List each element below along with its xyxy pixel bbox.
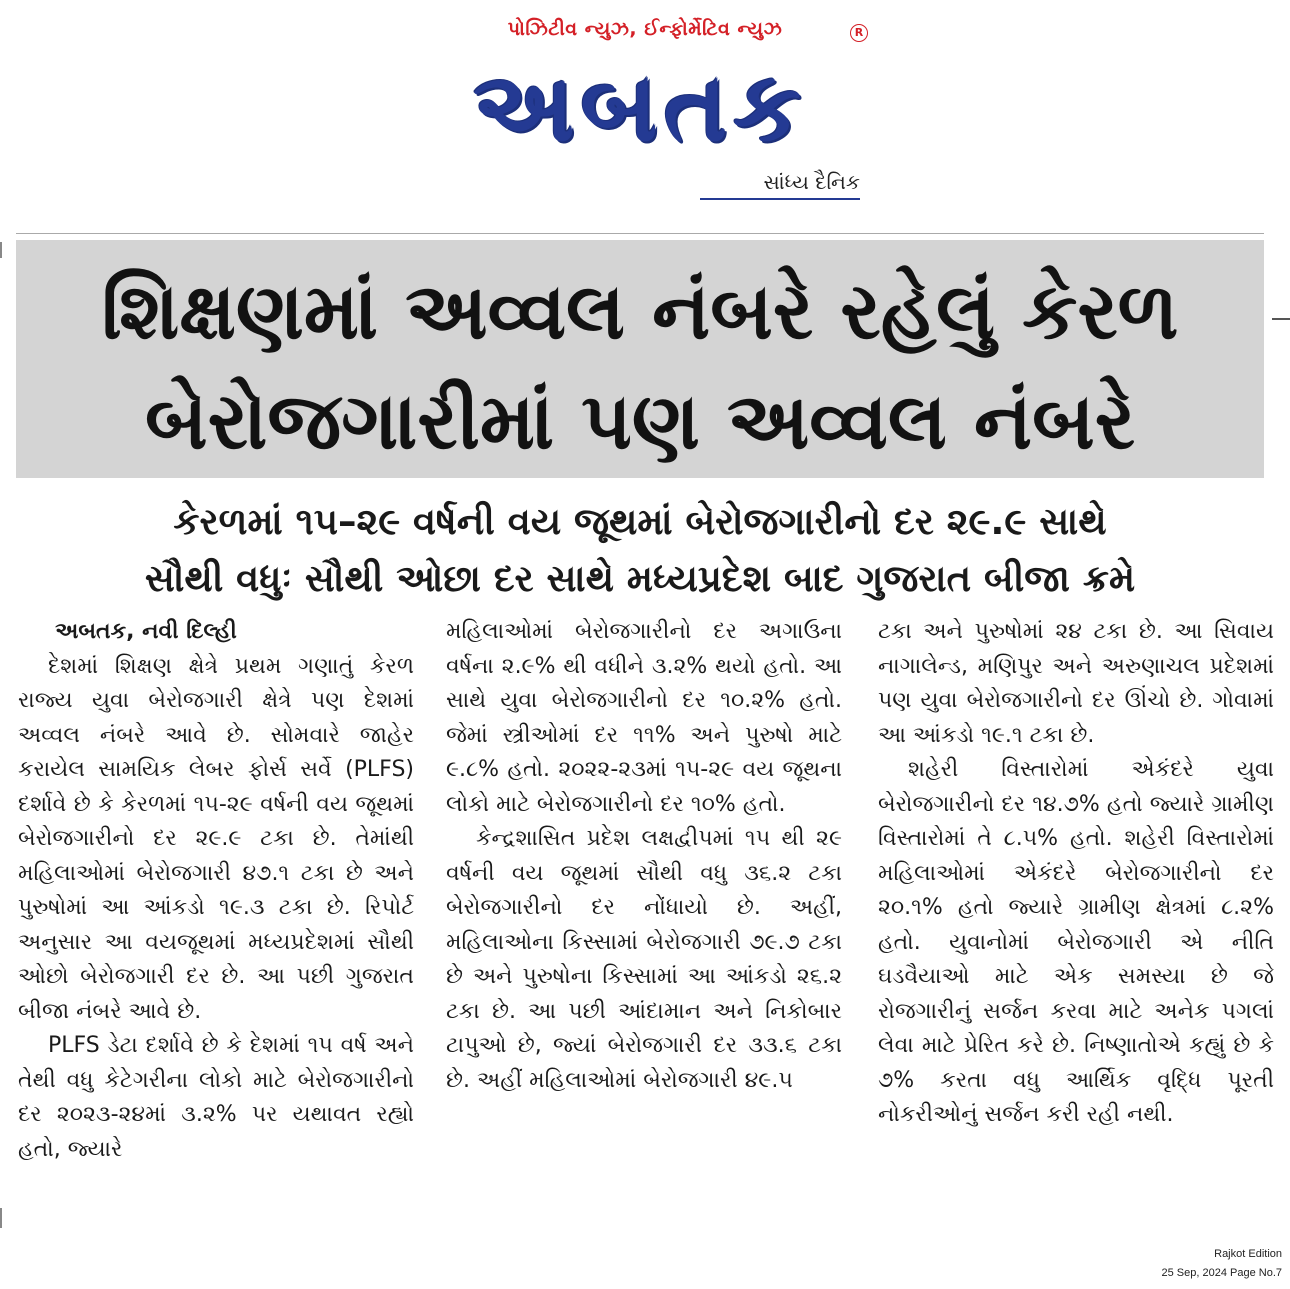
- article-column-3: [878, 615, 1274, 1210]
- headline-line-1: શિક્ષણમાં અવ્વલ નંબરે રહેલું કેરળ: [101, 267, 1179, 357]
- headline-line-2: બેરોજગારીમાં પણ અવ્વલ નંબરે: [144, 377, 1136, 467]
- crop-mark: [0, 242, 2, 258]
- registered-trademark-icon: R: [850, 24, 868, 42]
- date-page-label: 25 Sep, 2024 Page No.7: [1161, 1267, 1282, 1279]
- article-paragraph: શહેરી વિસ્તારોમાં એકંદરે યુવા બેરોજગારીનો દર ૧૪.૭% હતો જ્યારે ગ્રામીણ વિસ્તારોમાં તે ૮.૫% હતો. શહેરી વિસ્તારોમાં મહિલાઓમાં એકંદરે બેરોજગારીનો દર ૨૦.૧% હતો જ્યારે ગ્રામીણ ક્ષેત્રમાં ૮.૨% હતો. યુવાનોમાં બેરોજગારી એ નીતિ ઘડવૈયાઓ માટે એક સમસ્યા છે જે રોજગારીનું સર્જન કરવા માટે અનેક પગલાં લેવા માટે પ્રેરિત કરે છે. નિષ્ણાતોએ કહ્યું છે કે ૭% કરતા વધુ આર્થિક વૃદ્ધિ પૂરતી નોકરીઓનું સર્જન કરી રહી નથી.: [878, 757, 1274, 1127]
- masthead-subtitle: સાંધ્ય દૈનિક: [700, 170, 860, 200]
- article-column-2: [446, 615, 842, 1210]
- article-paragraph: PLFS ડેટા દર્શાવે છે કે દેશમાં ૧૫ વર્ષ અને તેથી વધુ કેટેગરીના લોકો માટે બેરોજગારીનો દર ૨૦૨૩-૨૪માં ૩.૨% પર યથાવત રહ્યો હતો, જ્યારે: [18, 1033, 414, 1162]
- crop-mark: [1272, 318, 1290, 320]
- article-paragraph: ટકા અને પુરુષોમાં ૨૪ ટકા છે. આ સિવાય નાગાલેન્ડ, મણિપુર અને અરુણાચલ પ્રદેશમાં પણ યુવા બેરોજગારીનો દર ઊંચો છે. ગોવામાં આ આંકડો ૧૯.૧ ટકા છે.: [878, 619, 1274, 748]
- article-paragraph: કેન્દ્રશાસિત પ્રદેશ લક્ષદ્વીપમાં ૧૫ થી ૨૯ વર્ષની વય જૂથમાં સૌથી વધુ ૩૬.૨ ટકા બેરોજગારીનો દર નોંધાયો છે. અહીં, મહિલાઓના કિસ્સામાં બેરોજગારી ૭૯.૭ ટકા છે અને પુરુષોના કિસ્સામાં આ આંકડો ૨૬.૨ ટકા છે. આ પછી આંદામાન અને નિકોબાર ટાપુઓ છે, જ્યાં બેરોજગારી દર ૩૩.૬ ટકા છે. અહીં મહિલાઓમાં બેરોજગારી ૪૯.૫: [446, 826, 842, 1093]
- subheadline-line-1: કેરળમાં ૧૫–૨૯ વર્ષની વય જૂથમાં બેરોજગારીનો દર ૨૯.૯ સાથે: [173, 500, 1107, 543]
- masthead-tagline: પોઝિટીવ ન્યુઝ, ઈન્ફોર્મેટિવ ન્યુઝ: [507, 18, 783, 40]
- subheadline-line-2: સૌથી વધુઃ સૌથી ઓછા દર સાથે મધ્યપ્રદેશ બાદ ગુજરાત બીજા ક્રમે: [144, 557, 1136, 600]
- article-dateline: અબતક, નવી દિલ્હી: [55, 619, 237, 644]
- masthead-divider: [16, 233, 1264, 234]
- newspaper-logo: અબતક: [473, 51, 807, 163]
- article-column-1: [18, 615, 414, 1210]
- masthead: [0, 0, 1290, 232]
- article-paragraph: દેશમાં શિક્ષણ ક્ષેત્રે પ્રથમ ગણાતું કેરળ રાજ્ય યુવા બેરોજગારી ક્ષેત્રે પણ દેશમાં અવ્વલ નંબરે આવે છે. સોમવારે જાહેર કરાયેલ સામયિક લેબર ફોર્સ સર્વે (PLFS) દર્શાવે છે કે કેરળમાં ૧૫-૨૯ વર્ષની વય જૂથમાં બેરોજગારીનો દર ૨૯.૯ ટકા છે. તેમાંથી મહિલાઓમાં બેરોજગારી ૪૭.૧ ટકા છે અને પુરુષોમાં આ આંકડો ૧૯.૩ ટકા છે. રિપોર્ટ અનુસાર આ વયજૂથમાં મધ્યપ્રદેશમાં સૌથી ઓછો બેરોજગારી દર છે. આ પછી ગુજરાત બીજા નંબરે આવે છે.: [18, 653, 414, 1024]
- article-paragraph: મહિલાઓમાં બેરોજગારીનો દર અગાઉના વર્ષના ૨.૯% થી વધીને ૩.૨% થયો હતો. આ સાથે યુવા બેરોજગારીનો દર ૧૦.૨% હતો. જેમાં સ્ત્રીઓમાં દર ૧૧% અને પુરુષો માટે ૯.૮% હતો. ૨૦૨૨-૨૩માં ૧૫-૨૯ વય જૂથના લોકો માટે બેરોજગારીનો દર ૧૦% હતો.: [446, 619, 842, 817]
- edition-label: Rajkot Edition: [1214, 1248, 1282, 1260]
- crop-mark: [0, 1208, 2, 1228]
